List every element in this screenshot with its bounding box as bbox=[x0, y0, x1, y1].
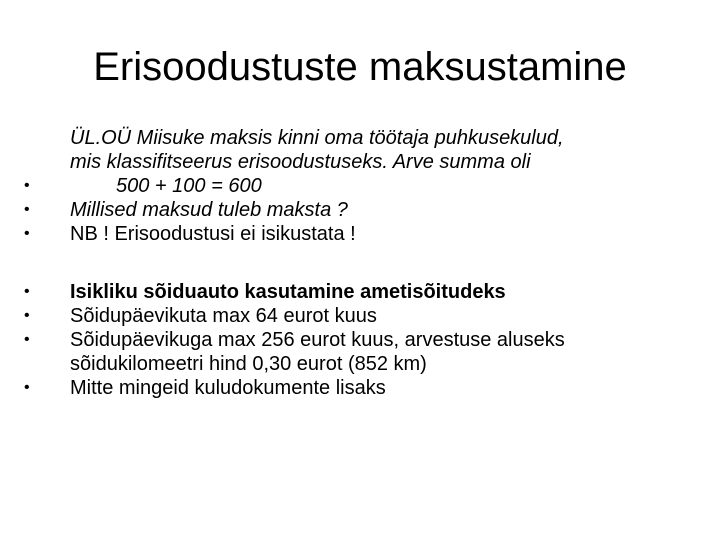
bullet-item-without-log bbox=[24, 304, 704, 328]
bullet-text-without-log: Sõidupäevikuta max 64 eurot kuus bbox=[70, 305, 377, 327]
bullet-item-no-documents bbox=[24, 376, 704, 400]
bullet-item-with-log bbox=[24, 328, 704, 376]
example-line-2: mis klassifitseerus erisoodustuseks. Arve summa oli bbox=[70, 151, 531, 173]
bullet-item-example bbox=[24, 126, 704, 198]
bullet-icon: • bbox=[24, 307, 30, 324]
bullet-text-example bbox=[70, 126, 704, 198]
list-spacer bbox=[24, 246, 704, 280]
bullet-text-note: NB ! Erisoodustusi ei isikustata ! bbox=[70, 223, 356, 245]
bullet-icon: • bbox=[24, 379, 30, 396]
bullet-item-question bbox=[24, 198, 704, 222]
bullet-item-note bbox=[24, 222, 704, 246]
bullet-list bbox=[24, 126, 704, 400]
bullet-icon: • bbox=[24, 177, 30, 194]
example-line-3: 500 + 100 = 600 bbox=[116, 175, 262, 197]
bullet-text-question: Millised maksud tuleb maksta ? bbox=[70, 199, 348, 221]
bullet-item-car-heading bbox=[24, 280, 704, 304]
bullet-text-with-log bbox=[70, 328, 704, 376]
bullet-icon: • bbox=[24, 201, 30, 218]
example-line-1: ÜL.OÜ Miisuke maksis kinni oma töötaja puhkusekulud, bbox=[70, 127, 564, 149]
bullet-icon: • bbox=[24, 225, 30, 242]
bullet-icon: • bbox=[24, 283, 30, 300]
with-log-line-2: sõidukilomeetri hind 0,30 eurot (852 km) bbox=[70, 353, 427, 375]
slide-title: Erisoodustuste maksustamine bbox=[93, 45, 627, 89]
bullet-text-no-documents: Mitte mingeid kuludokumente lisaks bbox=[70, 377, 386, 399]
with-log-line-1: Sõidupäevikuga max 256 eurot kuus, arvestuse aluseks bbox=[70, 329, 565, 351]
bullet-icon: • bbox=[24, 331, 30, 348]
bullet-text-car-heading: Isikliku sõiduauto kasutamine ametisõitudeks bbox=[70, 281, 506, 303]
